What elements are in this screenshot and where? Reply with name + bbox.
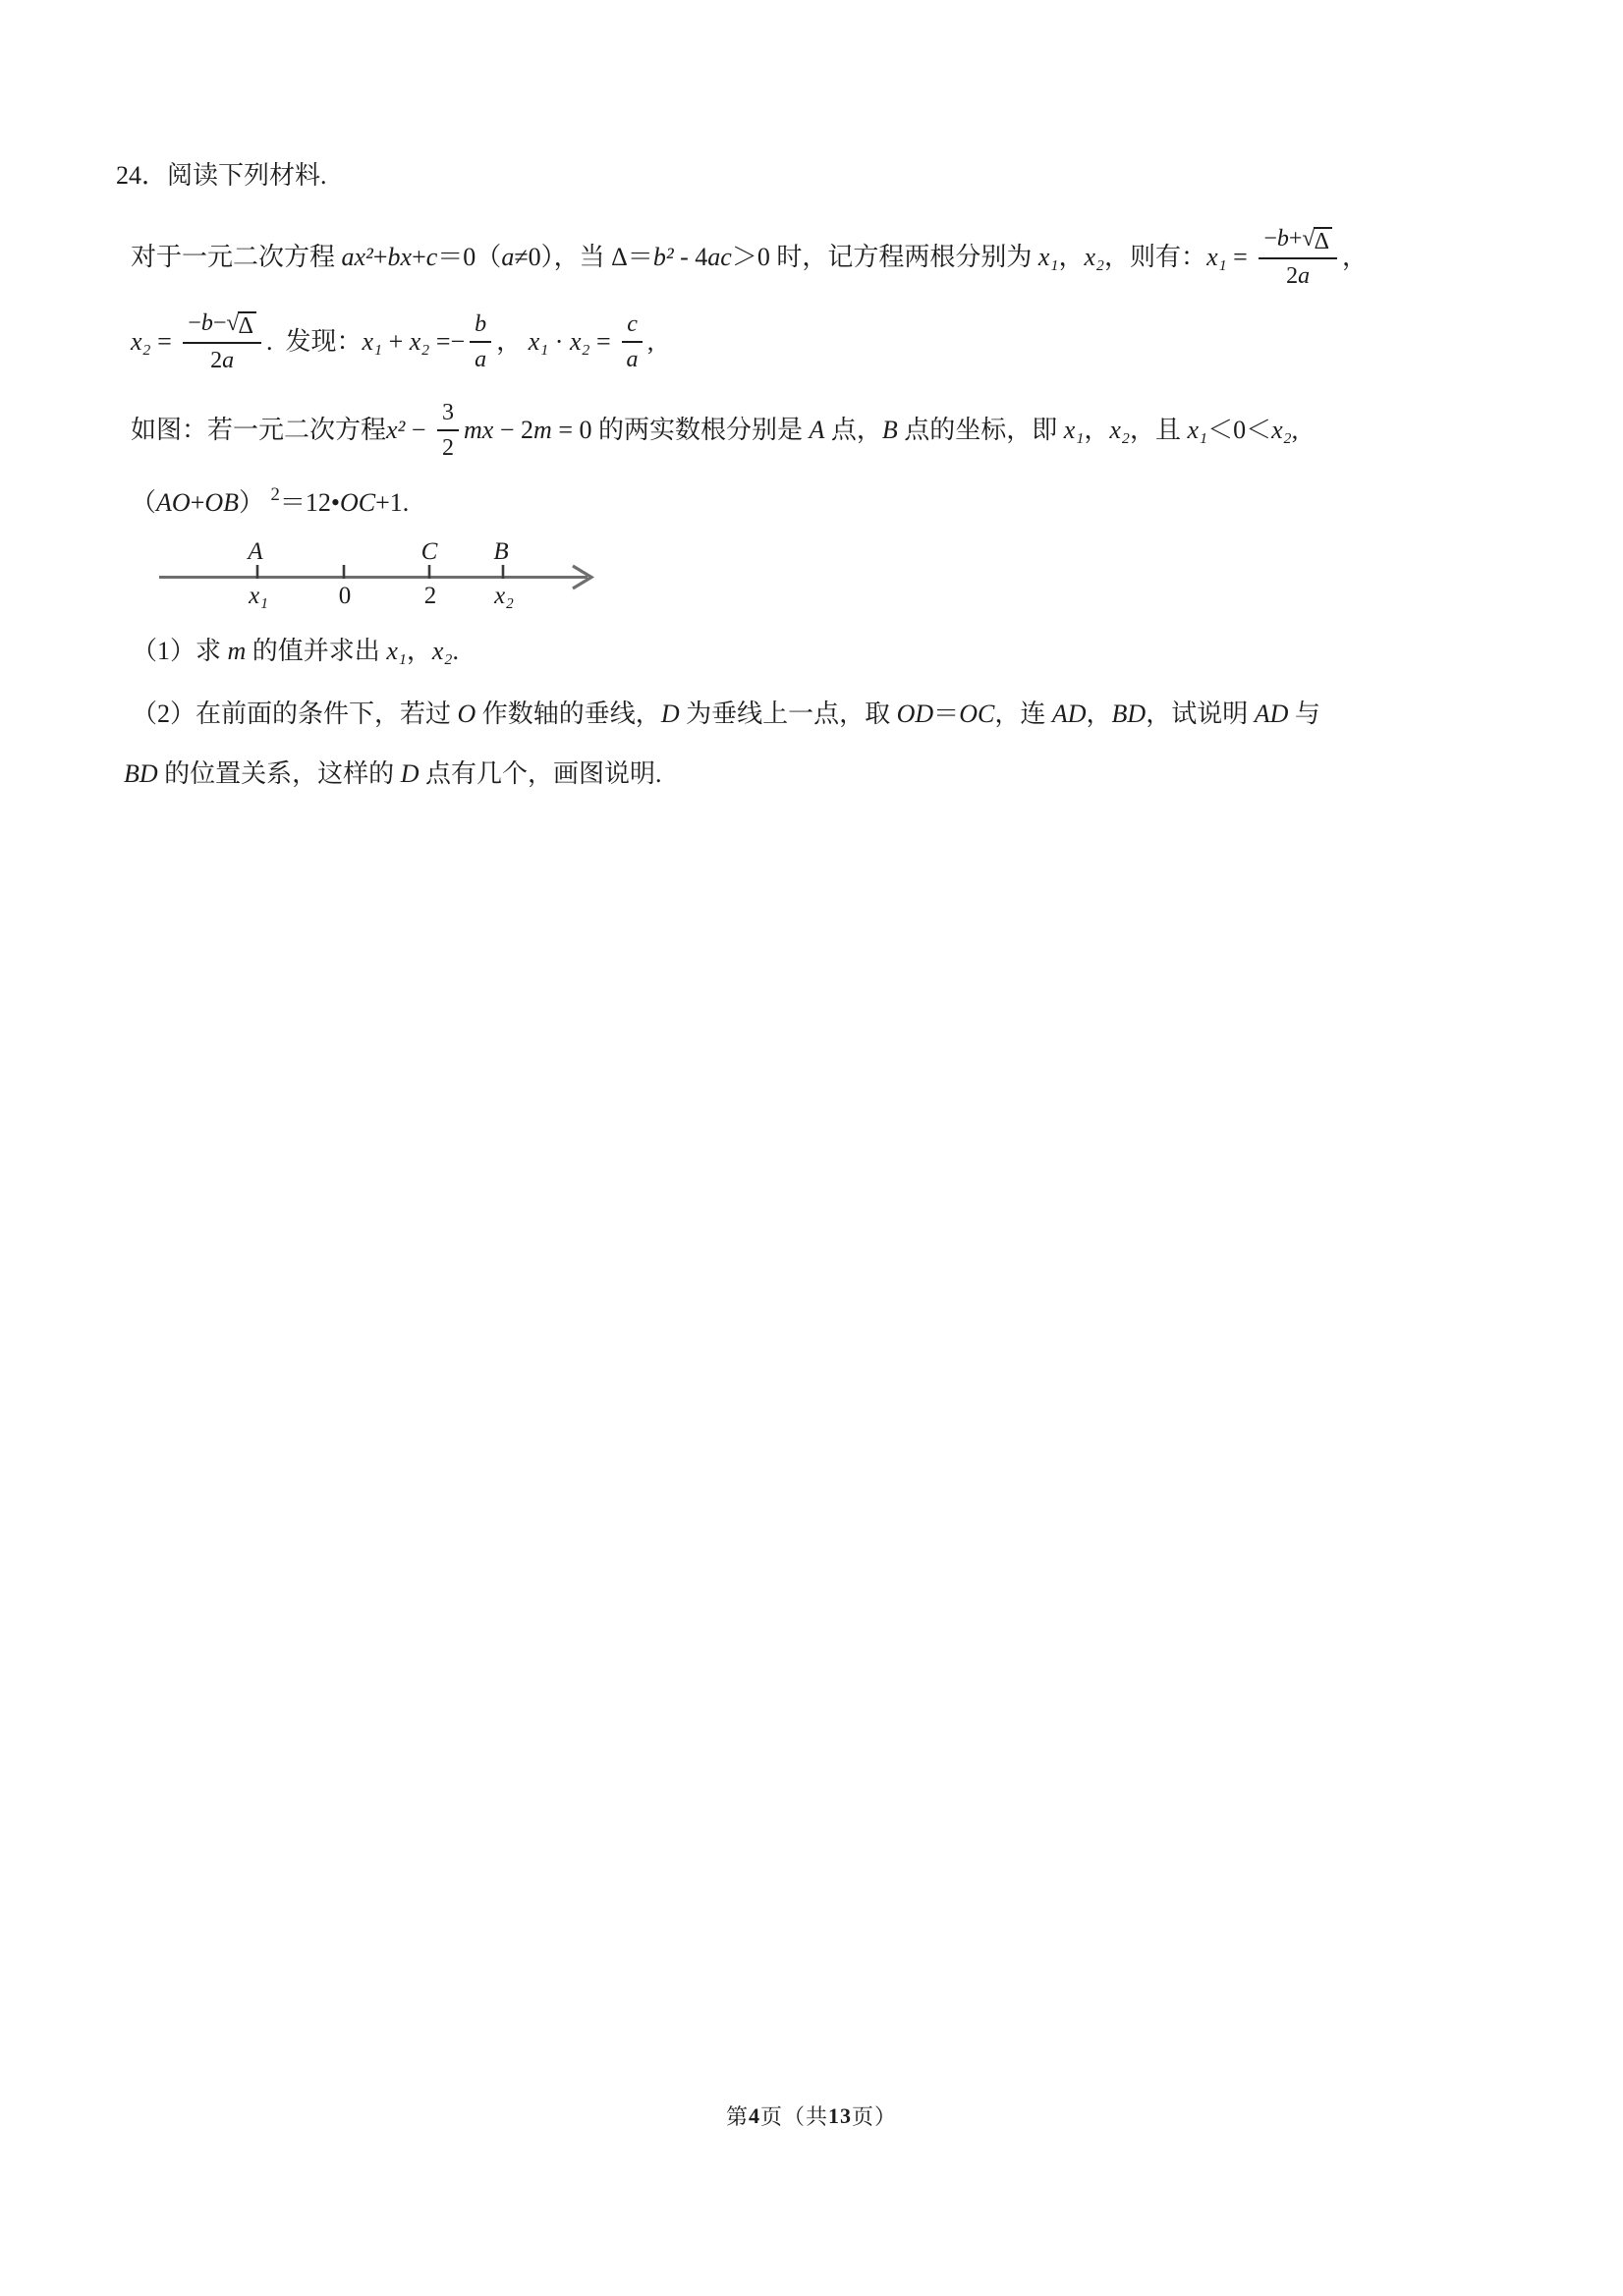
text-segment: + xyxy=(382,326,410,356)
text-segment: 2 xyxy=(210,347,223,373)
tick-label-x1: x₁ xyxy=(249,583,268,609)
text-segment: ＝0（ xyxy=(437,242,502,271)
text-segment: x₁ xyxy=(528,326,549,356)
text-segment: x₁ xyxy=(386,636,407,665)
text-segment: D xyxy=(400,758,420,788)
text-segment: （ xyxy=(131,487,157,517)
problem-title: 阅读下列材料. xyxy=(167,160,327,190)
text-segment: 2 xyxy=(1286,262,1299,289)
text-segment: a xyxy=(222,347,235,373)
text-segment: ac xyxy=(707,242,732,271)
tick-label-zero: 0 xyxy=(338,583,352,609)
text-segment: B xyxy=(881,415,898,444)
text-segment: ＝ xyxy=(933,699,960,728)
problem-heading xyxy=(116,158,327,194)
text-segment: OD xyxy=(896,699,934,728)
text-segment: （1）求 xyxy=(132,636,228,665)
text-segment: AD xyxy=(1254,699,1289,728)
fraction-denominator xyxy=(1259,259,1337,291)
text-segment: , xyxy=(1291,415,1299,444)
problem-line-roots xyxy=(131,301,653,383)
text-segment: A xyxy=(809,415,825,444)
text-segment: x₂ xyxy=(409,326,430,356)
text-segment: − xyxy=(405,415,433,444)
text-segment: 的值并求出 xyxy=(246,636,387,665)
text-segment: ，且 xyxy=(1130,415,1188,444)
text-segment: 2 xyxy=(442,435,455,461)
fraction-numerator xyxy=(470,309,491,343)
text-segment: x₂ xyxy=(1084,242,1105,271)
text-segment: c xyxy=(627,311,638,337)
text-segment: 3 xyxy=(442,400,455,425)
sqrt-sign: √ xyxy=(1302,226,1315,252)
page-footer xyxy=(0,2100,1623,2131)
text-segment: D xyxy=(660,699,680,728)
text-segment: Δ xyxy=(238,313,253,340)
text-segment: c xyxy=(425,242,438,271)
text-segment: − xyxy=(1263,226,1277,252)
text-segment: = xyxy=(589,326,618,356)
fraction-denominator xyxy=(470,343,491,374)
text-segment: m xyxy=(227,636,247,665)
text-segment: x₁ xyxy=(1037,242,1059,271)
text-segment: Δ xyxy=(1314,229,1330,255)
fraction-numerator xyxy=(183,308,261,343)
point-label-a: A xyxy=(248,538,263,565)
text-segment: O xyxy=(457,699,476,728)
text-segment: AD xyxy=(1051,699,1087,728)
text-segment: . xyxy=(452,636,460,665)
tick-label-two: 2 xyxy=(423,583,437,609)
question-2-line-2 xyxy=(124,756,661,792)
text-segment: x₁ xyxy=(1187,415,1208,444)
tick-label-x2: x₂ xyxy=(494,583,514,609)
problem-line-relation xyxy=(131,485,409,521)
point-label-b: B xyxy=(493,538,509,565)
text-segment: ， xyxy=(1342,242,1369,271)
fraction xyxy=(183,308,261,374)
problem-line-intro xyxy=(131,216,1368,299)
text-segment: bx xyxy=(387,242,413,271)
text-segment: 点有几个，画图说明. xyxy=(419,758,662,788)
text-segment: OC xyxy=(340,487,376,517)
number-line-svg xyxy=(147,538,609,627)
text-segment: m xyxy=(533,415,552,444)
number-line-diagram xyxy=(147,538,609,627)
text-segment: ＝12• xyxy=(279,487,341,517)
text-segment: x₂ xyxy=(131,326,151,356)
text-segment: 如图：若一元二次方程 xyxy=(131,415,387,444)
text-segment: 页（共 xyxy=(759,2104,828,2129)
fraction-numerator xyxy=(622,309,643,343)
text-segment: x₁ xyxy=(1063,415,1085,444)
text-segment: ） xyxy=(239,487,271,517)
fraction-denominator xyxy=(183,344,261,375)
text-segment: . 发现： xyxy=(265,326,363,356)
text-segment: 作数轴的垂线， xyxy=(476,699,661,728)
question-2-line-1 xyxy=(132,697,1320,732)
text-segment: ax² xyxy=(341,242,373,271)
text-segment: 点的坐标，即 xyxy=(897,415,1064,444)
text-segment: ≠0），当 Δ＝ xyxy=(514,242,653,271)
fraction-denominator xyxy=(437,431,459,463)
problem-line-equation xyxy=(131,389,1298,472)
fraction-denominator xyxy=(622,343,643,374)
text-segment: BD xyxy=(124,758,158,788)
text-segment: + xyxy=(1288,226,1303,252)
text-segment: = 0 的两实数根分别是 xyxy=(551,415,810,444)
fraction-numerator xyxy=(437,398,459,431)
text-segment: ＞0 时，记方程两根分别为 xyxy=(731,242,1038,271)
question-1-line xyxy=(132,634,459,669)
text-segment: + xyxy=(372,242,388,271)
text-segment: ＜0＜ xyxy=(1207,415,1272,444)
text-segment: 的位置关系，这样的 xyxy=(157,758,401,788)
text-segment: − xyxy=(188,310,201,337)
fraction xyxy=(622,309,643,374)
text-segment: b xyxy=(475,311,487,337)
text-segment: （2）在前面的条件下，若过 xyxy=(132,699,458,728)
text-segment: 13 xyxy=(828,2102,852,2128)
text-segment: +1. xyxy=(375,487,410,517)
text-segment: 第 xyxy=(725,2104,749,2129)
sqrt-sign: √ xyxy=(226,310,240,337)
text-segment: + xyxy=(190,487,205,517)
text-segment: a xyxy=(475,347,487,372)
text-segment: 页） xyxy=(852,2104,898,2129)
text-segment: x₂ xyxy=(1271,415,1292,444)
text-segment: = xyxy=(1226,242,1255,271)
text-segment: 与 xyxy=(1288,699,1320,728)
text-segment: 对于一元二次方程 xyxy=(131,242,342,271)
fraction-numerator xyxy=(1259,224,1337,258)
text-segment: - 4 xyxy=(673,242,708,271)
sqrt-radical xyxy=(226,311,256,339)
text-segment: ， xyxy=(1084,415,1110,444)
text-segment: b² xyxy=(652,242,674,271)
text-segment: ，则有： xyxy=(1104,242,1207,271)
text-segment: a xyxy=(626,347,639,372)
text-segment: x₂ xyxy=(569,326,590,356)
problem-number: 24． xyxy=(116,160,168,190)
point-label-c: C xyxy=(420,538,438,565)
text-segment: 点， xyxy=(824,415,882,444)
text-segment: ， xyxy=(1058,242,1085,271)
text-segment: AO xyxy=(156,487,191,517)
text-segment: OC xyxy=(959,699,995,728)
text-segment: ，连 xyxy=(994,699,1052,728)
text-segment: 2 xyxy=(270,483,280,505)
text-segment: ， xyxy=(1086,699,1112,728)
text-segment: OB xyxy=(204,487,240,517)
text-segment: BD xyxy=(1111,699,1147,728)
radicand xyxy=(1314,227,1332,254)
radicand xyxy=(238,311,256,339)
text-segment: 为垂线上一点，取 xyxy=(679,699,897,728)
text-segment: x₂ xyxy=(431,636,453,665)
text-segment: b xyxy=(200,310,213,337)
text-segment: = xyxy=(150,326,179,356)
text-segment: 4 xyxy=(748,2102,760,2128)
text-segment: · xyxy=(548,326,570,356)
text-segment: mx xyxy=(464,415,494,444)
sqrt-radical xyxy=(1302,227,1332,254)
text-segment: ， xyxy=(496,326,529,356)
text-segment: a xyxy=(1298,262,1311,289)
text-segment: b xyxy=(1276,226,1289,252)
text-segment: ， xyxy=(406,636,432,665)
fraction xyxy=(437,398,459,463)
fraction xyxy=(470,309,491,374)
text-segment: , xyxy=(646,326,654,356)
text-segment: − 2 xyxy=(493,415,534,444)
text-segment: a xyxy=(501,242,515,271)
fraction xyxy=(1259,224,1337,290)
text-segment: − xyxy=(212,310,227,337)
text-segment: + xyxy=(412,242,426,271)
text-segment: x₂ xyxy=(1109,415,1130,444)
text-segment: =− xyxy=(429,326,466,356)
text-segment: x² xyxy=(386,415,406,444)
text-segment: ，试说明 xyxy=(1146,699,1255,728)
text-segment: x₁ xyxy=(362,326,383,356)
text-segment: x₁ xyxy=(1206,242,1227,271)
